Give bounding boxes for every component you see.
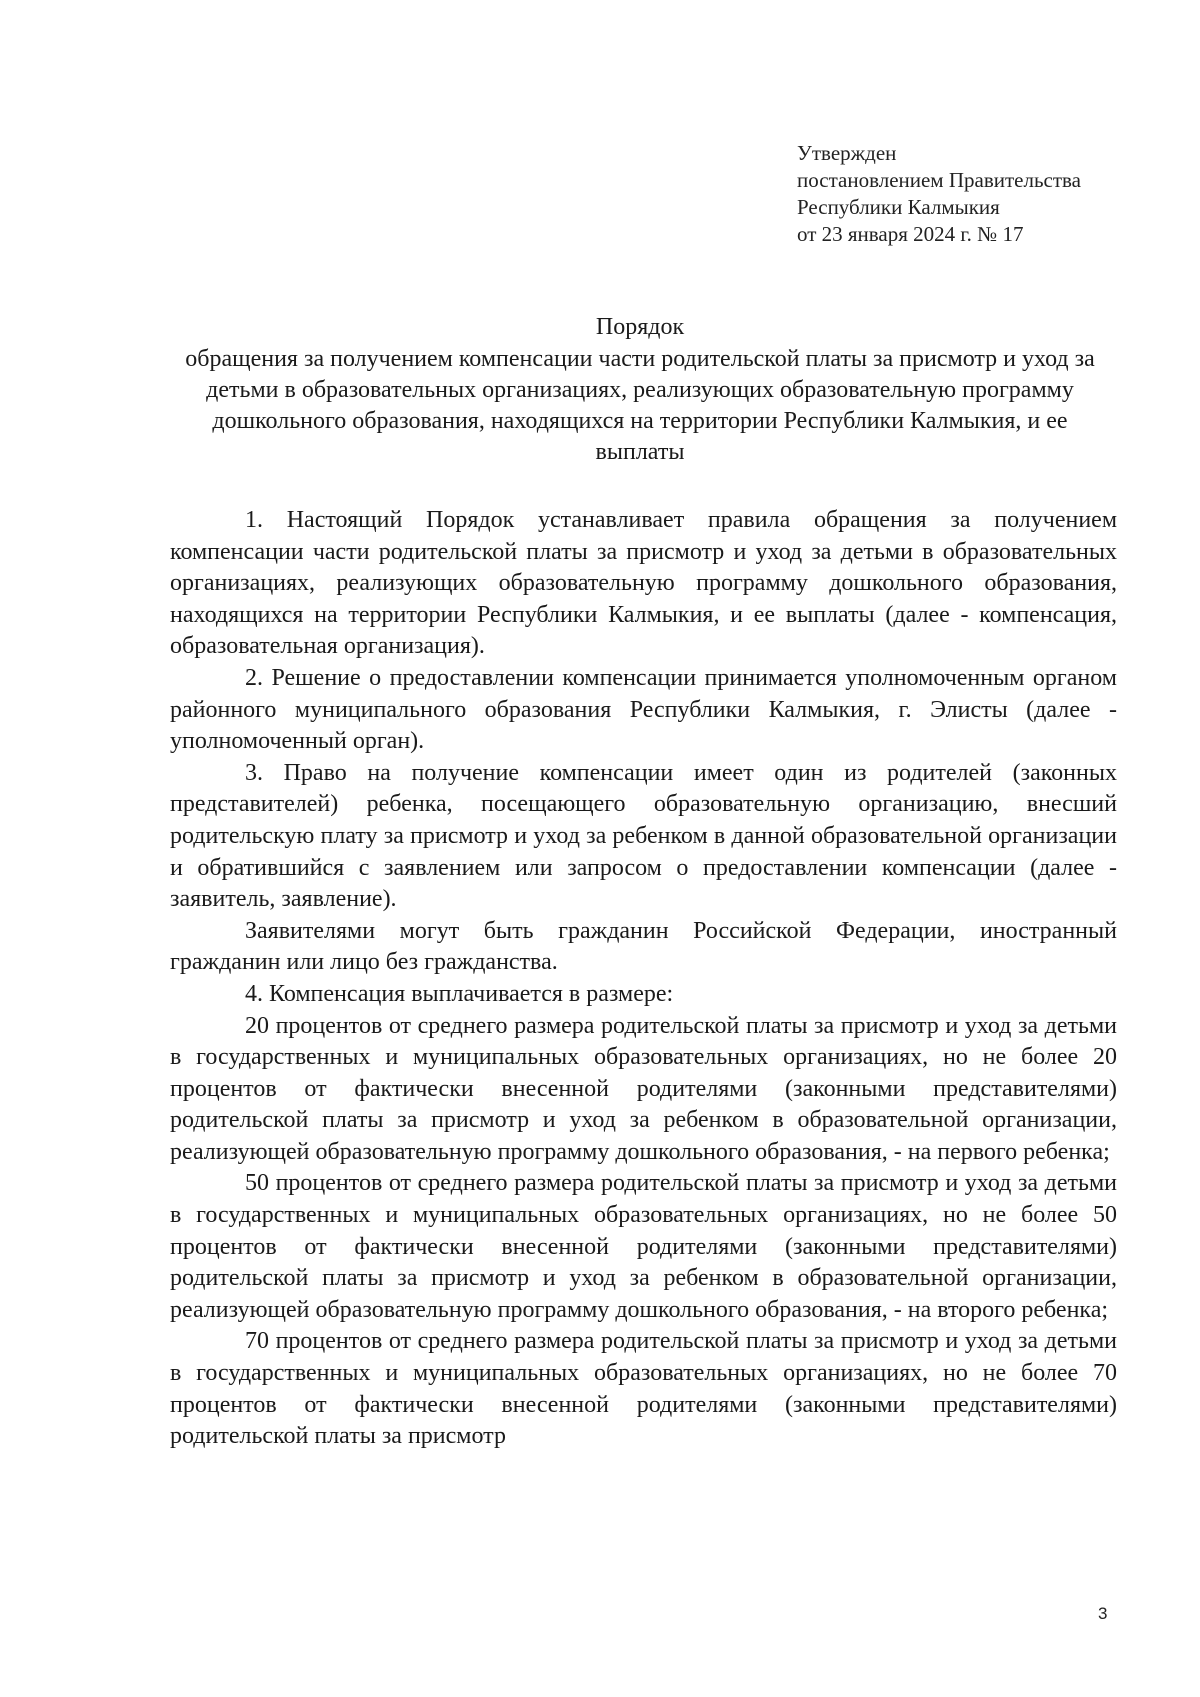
title-heading: Порядок <box>595 314 685 340</box>
paragraph-applicants: Заявителями могут быть гражданин Российской Федерации, иностранный гражданин или лицо без гражданства. <box>170 917 1117 976</box>
paragraph-third-child: 70 процентов от среднего размера родительской платы за присмотр и уход за детьми в государственных и муниципальных образовательных организациях, но не более 70 процентов от фактически внесенной родителями (законными представителями) родительской платы за присмотр <box>170 1328 1117 1450</box>
paragraph-2: 2. Решение о предоставлении компенсации принимается уполномоченным органом районного муниципального образования Республики Калмыкия, г. Элисты (далее - уполномоченный орган). <box>170 664 1117 755</box>
page-number: 3 <box>1098 1604 1108 1623</box>
paragraph-first-child: 20 процентов от среднего размера родительской платы за присмотр и уход за детьми в государственных и муниципальных образовательных организациях, но не более 20 процентов от фактически внесенной родителями (законными представителями) родительской платы за присмотр и уход за ребенком в образовательной организации, реализующей образовательную программу дошкольного образования, - на первого ребенка; <box>170 1012 1117 1165</box>
paragraph-1: 1. Настоящий Порядок устанавливает правила обращения за получением компенсации части родительской платы за присмотр и уход за детьми в образовательных организациях, реализующих образовательную программу дошкольного образования, находящихся на территории Республики Калмыкия, и ее выплаты (далее - компенсация, образовательная организация). <box>170 507 1117 660</box>
title-subtitle: обращения за получением компенсации части родительской платы за присмотр и уход за детьми в образовательных организациях, реализующих образовательную программу дошкольного образования, находящихся на территории Республики Калмыкия, и ее выплаты <box>185 346 1095 465</box>
document-body <box>170 505 1117 1453</box>
approval-line: постановлением Правительства <box>797 168 1082 192</box>
approval-date-line: от 23 января 2024 г. № 17 <box>797 222 1024 246</box>
paragraph-second-child: 50 процентов от среднего размера родительской платы за присмотр и уход за детьми в государственных и муниципальных образовательных организациях, но не более 50 процентов от фактически внесенной родителями (законными представителями) родительской платы за присмотр и уход за ребенком в образовательной организации, реализующей образовательную программу дошкольного образования, - на второго ребенка; <box>170 1170 1117 1323</box>
approval-line: Утвержден <box>797 141 897 165</box>
paragraph-3: 3. Право на получение компенсации имеет один из родителей (законных представителей) ребенка, посещающего образовательную организацию, внесший родительскую плату за присмотр и уход за ребенком в данной образовательной организации и обратившийся с заявлением или запросом о предоставлении компенсации (далее - заявитель, заявление). <box>170 759 1117 913</box>
approval-line: Республики Калмыкия <box>797 195 1000 219</box>
paragraph-4: 4. Компенсация выплачивается в размере: <box>245 980 674 1007</box>
approval-stamp <box>797 140 1081 248</box>
document-title <box>170 312 1110 468</box>
